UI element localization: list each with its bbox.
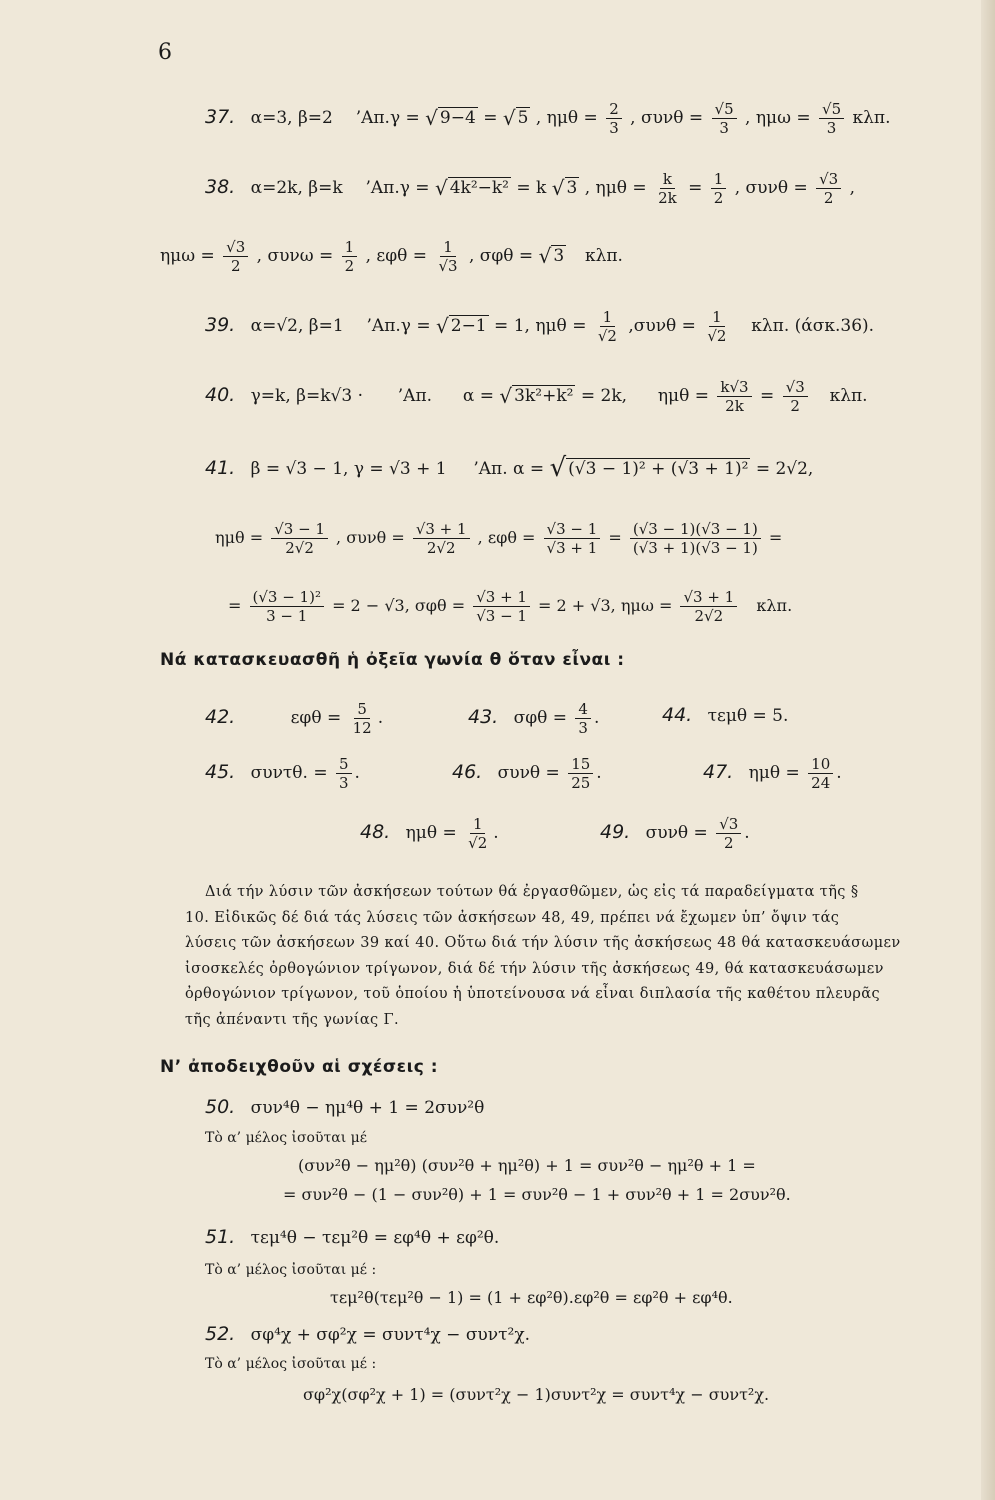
derivation-line: (συν²θ − ημ²θ) (συν²θ + ημ²θ) + 1 = συν²θ − ημ²θ + 1 =: [298, 1156, 756, 1175]
page-number: 6: [158, 40, 172, 65]
fraction: $\frac{5}{3}$: [336, 755, 352, 792]
radical: √ 4k²−k²: [434, 176, 509, 200]
exercise-number: 39.: [205, 314, 236, 336]
fraction: $\frac{\text{(√3 − 1)²}}{3 - 1}$: [250, 588, 324, 625]
fraction: $\frac{1}{2}$: [342, 238, 358, 275]
exercise-44: 44. τεμθ = 5.: [662, 704, 789, 726]
derivation-line: = συν²θ − (1 − συν²θ) + 1 = συν²θ − 1 + συν²θ + 1 = 2συν²θ.: [283, 1185, 791, 1204]
section-heading-construct: Νά κατασκευασθῆ ἡ ὀξεῖα γωνία θ ὅταν εἶναι :: [160, 650, 625, 670]
fraction: $\frac{1}{√2}$: [468, 815, 488, 852]
paragraph-line: ἰσοσκελές ὀρθογώνιον τρίγωνον, διά δέ τήν λύσιν τῆς ἀσκήσεως 49, θά κατασκευάσωμεν: [185, 960, 884, 977]
radical: √ (√3 − 1)² + (√3 + 1)²: [549, 453, 749, 483]
given: α=2k, β=k: [250, 178, 343, 198]
member-label: Τὸ α’ μέλος ἰσοῦται μέ :: [205, 1262, 377, 1278]
fraction: $\frac{√3 + 1}{2√2}$: [413, 520, 470, 557]
exercise-40: 40. γ=k, β=k√3 · ’Απ. α = √ 3k²+k² = 2k, ημθ = $\frac{k√3}{2k}$ = $\frac{√3}{2}$ κλπ.: [205, 378, 868, 415]
exercise-52: 52. σφ⁴χ + σφ²χ = συντ⁴χ − συντ²χ.: [205, 1323, 531, 1345]
explanation-paragraph: [185, 880, 975, 1033]
fraction: $\frac{15}{25}$: [568, 755, 593, 792]
derivation-line: τεμ²θ(τεμ²θ − 1) = (1 + εφ²θ).εφ²θ = εφ²θ + εφ⁴θ.: [330, 1288, 733, 1307]
fraction: $\frac{√3}{2}$: [223, 238, 248, 275]
fraction: $\frac{√3 + 1}{√3 - 1}$: [473, 588, 530, 625]
exercise-47: 47. ημθ = $\frac{10}{24}$ .: [703, 755, 842, 792]
fraction: $\frac{1}{√2}$: [597, 308, 617, 345]
paragraph-line: λύσεις τῶν ἀσκήσεων 39 καί 40. Οὕτω διά τήν λύσιν τῆς ἀσκήσεως 48 θά κατασκευάσωμεν: [185, 935, 901, 951]
radical: √ 5: [502, 106, 529, 130]
fraction: $\frac{1}{√2}$: [707, 308, 727, 345]
paragraph-line: 10. Εἰδικῶς δέ διά τάς λύσεις τῶν ἀσκήσεων 48, 49, πρέπει νά ἔχωμεν ὑπ’ ὄψιν τάς: [185, 909, 840, 926]
exercise-50: 50. συν⁴θ − ημ⁴θ + 1 = 2συν²θ: [205, 1096, 485, 1118]
exercise-41-ratios: ημθ = $\frac{√3 - 1}{2√2}$ , συνθ = $\frac{√3 + 1}{2√2}$ , εφθ = $\frac{√3 - 1}{√3 + 1}$ = $\frac{(√3 - 1)(√3 - 1)}{(√3 + 1)(√3 - 1)}$ =: [215, 520, 783, 557]
paragraph-line: τῆς ἀπέναντι τῆς γωνίας Γ.: [185, 1011, 400, 1028]
given: γ=k, β=k√3 ·: [250, 386, 363, 406]
paragraph-line: Διά τήν λύσιν τῶν ἀσκήσεων τούτων θά ἐργασθῶμεν, ὡς εἰς τά παραδείγματα τῆς §: [205, 884, 859, 900]
answer-label: ’Απ.γ =: [365, 178, 430, 198]
given: α=3, β=2: [250, 108, 333, 128]
fraction: $\frac{√3 - 1}{√3 + 1}$: [544, 520, 601, 557]
fraction: $\frac{4}{3}$: [575, 700, 591, 737]
answer-label: ’Απ.γ =: [366, 316, 431, 336]
fraction: $\frac{k}{2k}$: [658, 170, 677, 207]
radical: √ 2−1: [436, 314, 487, 338]
fraction: $\frac{√3 + 1}{2√2}$: [680, 588, 737, 625]
fraction: $\frac{1}{2}$: [711, 170, 727, 207]
fraction: $\frac{√5}{3}$: [819, 100, 844, 137]
fraction: $\frac{√3}{2}$: [783, 378, 808, 415]
fraction: $\frac{√3}{2}$: [816, 170, 841, 207]
fraction: $\frac{(√3 - 1)(√3 - 1)}{(√3 + 1)(√3 - 1)}$: [630, 520, 761, 557]
exercise-41: 41. β = √3 − 1, γ = √3 + 1 ’Απ. α = √ (√3 − 1)² + (√3 + 1)² = 2√2,: [205, 453, 814, 483]
exercise-42: 42. εφθ = $\frac{5}{12}$ .: [205, 700, 384, 737]
radical: √ 3: [551, 176, 578, 200]
exercise-number: 40.: [205, 384, 236, 406]
exercise-38-continued: ημω = $\frac{√3}{2}$ , συνω = $\frac{1}{2}$ , εφθ = $\frac{1}{√3}$ , σφθ = √ 3 κλπ.: [160, 238, 623, 275]
radical: √ 3: [538, 244, 565, 268]
fraction: $\frac{√3}{2}$: [716, 815, 741, 852]
exercise-48: 48. ημθ = $\frac{1}{√2}$ .: [360, 815, 499, 852]
answer-label: ’Απ.: [397, 386, 433, 406]
fraction: $\frac{k√3}{2k}$: [717, 378, 751, 415]
fraction: $\frac{√3 - 1}{2√2}$: [271, 520, 328, 557]
exercise-number: 37.: [205, 106, 236, 128]
exercise-number: 41.: [205, 457, 236, 479]
exercise-41-ratios-continued: = $\frac{\text{(√3 − 1)²}}{3 - 1}$ = 2 − √3, σφθ = $\frac{√3 + 1}{√3 - 1}$ = 2 + √3, ημω = $\frac{√3 + 1}{2√2}$ κλπ.: [228, 588, 793, 625]
exercise-45: 45. συντθ. = $\frac{5}{3}$ .: [205, 755, 360, 792]
radical: √ 3k²+k²: [499, 384, 574, 408]
page-edge: [981, 0, 995, 1500]
given: α=√2, β=1: [250, 316, 344, 336]
exercise-43: 43. σφθ = $\frac{4}{3}$ .: [468, 700, 600, 737]
exercise-46: 46. συνθ = $\frac{15}{25}$ .: [452, 755, 602, 792]
exercise-39: 39. α=√2, β=1 ’Απ.γ = √ 2−1 = 1, ημθ = $\frac{1}{√2}$ ,συνθ = $\frac{1}{√2}$ κλπ. (άσκ.36).: [205, 308, 875, 345]
fraction: $\frac{1}{√3}$: [438, 238, 458, 275]
section-heading-prove: Ν’ ἀποδειχθοῦν αἱ σχέσεις :: [160, 1057, 438, 1077]
answer-label: ’Απ. α =: [473, 459, 545, 479]
exercise-37: 37. α=3, β=2 ’Απ.γ = √ 9−4 = √ 5 , ημθ = $\frac{2}{3}$ , συνθ = $\frac{√5}{3}$ , ημω = $\frac{√5}{3}$ κλπ.: [205, 100, 891, 137]
member-label: Τὸ α’ μέλος ἰσοῦται μέ :: [205, 1356, 377, 1372]
radical: √ 9−4: [425, 106, 476, 130]
fraction: $\frac{10}{24}$: [808, 755, 833, 792]
fraction: $\frac{√5}{3}$: [712, 100, 737, 137]
fraction: $\frac{2}{3}$: [606, 100, 622, 137]
exercise-number: 38.: [205, 176, 236, 198]
exercise-38: 38. α=2k, β=k ’Απ.γ = √ 4k²−k² = k √ 3 , ημθ = $\frac{k}{2k}$ = $\frac{1}{2}$ , συνθ = $\frac{√3}{2}$ ,: [205, 170, 856, 207]
fraction: $\frac{5}{12}$: [352, 700, 372, 737]
paragraph-line: ὀρθογώνιον τρίγωνον, τοῦ ὁποίου ἡ ὑποτείνουσα νά εἶναι διπλασία τῆς καθέτου πλευρᾶς: [185, 986, 881, 1002]
derivation-line: σφ²χ(σφ²χ + 1) = (συντ²χ − 1)συντ²χ = συντ⁴χ − συντ²χ.: [303, 1385, 770, 1404]
given: β = √3 − 1, γ = √3 + 1: [250, 459, 447, 479]
answer-label: ’Απ.γ =: [355, 108, 420, 128]
exercise-49: 49. συνθ = $\frac{√3}{2}$ .: [600, 815, 750, 852]
exercise-51: 51. τεμ⁴θ − τεμ²θ = εφ⁴θ + εφ²θ.: [205, 1226, 500, 1248]
member-label: Τὸ α’ μέλος ἰσοῦται μέ: [205, 1130, 367, 1146]
